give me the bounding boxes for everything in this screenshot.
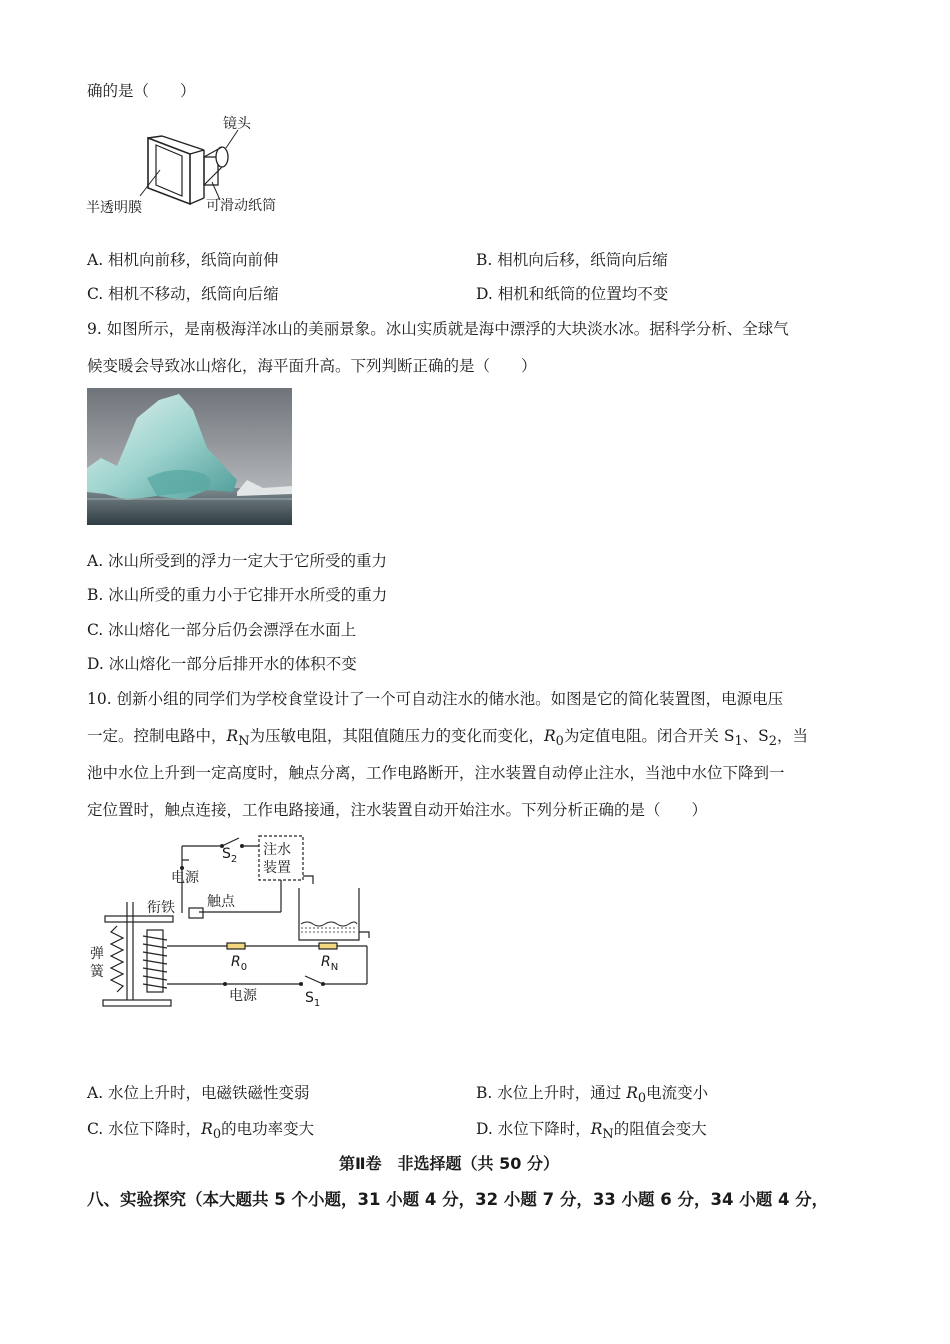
q10-option-b: B. 水位上升时，通过 $R_0$电流变小	[476, 1084, 709, 1107]
iceberg-photo	[87, 388, 292, 525]
q8-stem-tail: 确的是（ ）	[87, 82, 196, 100]
q8-option-b: B. 相机向后移，纸筒向后缩	[476, 251, 668, 269]
q9-option-c: C. 冰山熔化一部分后仍会漂浮在水面上	[87, 621, 357, 639]
q8-option-a: A. 相机向前移，纸筒向前伸	[87, 251, 279, 269]
r0-label: $R_0$	[231, 954, 248, 973]
camera-model-figure	[80, 112, 310, 222]
injector-label-1: 注水	[263, 842, 291, 858]
power-label-top: 电源	[171, 870, 199, 886]
q8-option-c: C. 相机不移动，纸筒向后缩	[87, 285, 279, 303]
armature-label: 衔铁	[147, 900, 175, 916]
q10-stem-line3: 池中水位上升到一定高度时，触点分离，工作电路断开，注水装置自动停止注水，当池中水位下降到一	[87, 764, 785, 782]
q9-stem-line2: 候变暖会导致冰山熔化，海平面升高。下列判断正确的是（ ）	[87, 357, 537, 375]
spring-label-2: 簧	[90, 964, 104, 980]
water-tank-circuit-figure	[87, 828, 387, 1013]
q10-option-d: D. 水位下降时，$R_N$的阻值会变大	[476, 1120, 707, 1143]
q8-option-d: D. 相机和纸筒的位置均不变	[476, 285, 669, 303]
contact-label: 触点	[207, 894, 235, 910]
q9-stem-line1: 9. 如图所示，是南极海洋冰山的美丽景象。冰山实质就是海中漂浮的大块淡水冰。据科学分析、全球气	[87, 320, 789, 338]
tube-label: 可滑动纸筒	[206, 198, 276, 214]
film-label: 半透明膜	[86, 200, 142, 216]
s2-label: $S_2$	[222, 846, 238, 865]
q10-option-c: C. 水位下降时，$R_0$的电功率变大	[87, 1120, 315, 1143]
part8-heading: 八、实验探究（本大题共 5 个小题，31 小题 4 分，32 小题 7 分，33 小题 6 分，34 小题 4 分，	[87, 1190, 829, 1209]
power-label-bottom: 电源	[229, 988, 257, 1004]
injector-label-2: 装置	[263, 860, 291, 876]
section-title: 第Ⅱ卷 非选择题（共 50 分）	[339, 1154, 559, 1173]
q10-stem-line2: 一定。控制电路中，$R_N$为压敏电阻，其阻值随压力的变化而变化，$R_0$为定值电阻。闭合开关 $S_1$、$S_2$，当	[87, 727, 809, 750]
rn-label: $R_N$	[321, 954, 339, 973]
spring-label-1: 弹	[90, 946, 104, 962]
q9-option-d: D. 冰山熔化一部分后排开水的体积不变	[87, 655, 357, 673]
q10-stem-line4: 定位置时，触点连接，工作电路接通，注水装置自动开始注水。下列分析正确的是（ ）	[87, 801, 708, 819]
q10-stem-line1: 10. 创新小组的同学们为学校食堂设计了一个可自动注水的储水池。如图是它的简化装置图，电源电压	[87, 690, 784, 708]
q9-option-a: A. 冰山所受到的浮力一定大于它所受的重力	[87, 552, 388, 570]
q10-option-a: A. 水位上升时，电磁铁磁性变弱	[87, 1084, 310, 1102]
lens-label: 镜头	[223, 116, 251, 132]
q9-option-b: B. 冰山所受的重力小于它排开水所受的重力	[87, 586, 388, 604]
s1-label: $S_1$	[305, 990, 321, 1009]
